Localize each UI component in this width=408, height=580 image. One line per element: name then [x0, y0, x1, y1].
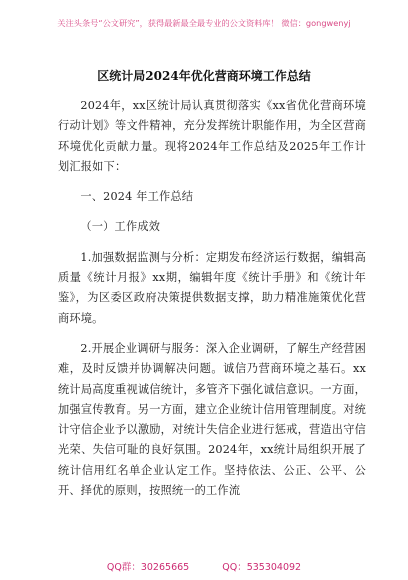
qq-number-text: QQ：535304092	[222, 562, 302, 573]
item-paragraph-2: 2.开展企业调研与服务：深入企业调研，了解生产经营困难，及时反馈并协调解决问题。诚信乃营商环境之基石。xx统计局高度重视诚信统计，多管齐下强化诚信意识。一方面，加强宣传教育。另一方面，建立企业统计信用管理制度。对统计守信企业予以激励，对统计失信企业进行惩戒，营造出守信光荣、失信可耻的良好氛围。2024年，xx统计局组织开展了统计信用红名单企业认定工作。坚持依法、公正、公平、公开、择优的原则，按照统一的工作流	[58, 341, 366, 498]
item-paragraph-1: 1.加强数据监测与分析：定期发布经济运行数据，编辑高质量《统计月报》xx期，编辑年度《统计手册》和《统计年鉴》，为区委区政府决策提供数据支撑，助力精准施策优化营商环境。	[58, 250, 366, 325]
section-heading: 一、2024 年工作总结	[80, 190, 194, 204]
header-notice: 关注头条号“公文研究”，获得最新最全最专业的公文资料库！ 微信：gongwenyj	[57, 18, 351, 28]
footer-contact	[0, 559, 408, 573]
intro-paragraph: 2024年，xx区统计局认真贯彻落实《xx省优化营商环境行动计划》等文件精神，充分发挥统计职能作用，为全区营商环境优化贡献力量。现将2024年工作总结及2025年工作计划汇报如下：	[58, 99, 366, 173]
subsection-heading: （一）工作成效	[80, 220, 161, 234]
document-body	[58, 96, 366, 501]
document-title: 区统计局2024年优化营商环境工作总结	[97, 69, 311, 83]
qq-group-text: QQ群：30265665	[106, 562, 190, 573]
